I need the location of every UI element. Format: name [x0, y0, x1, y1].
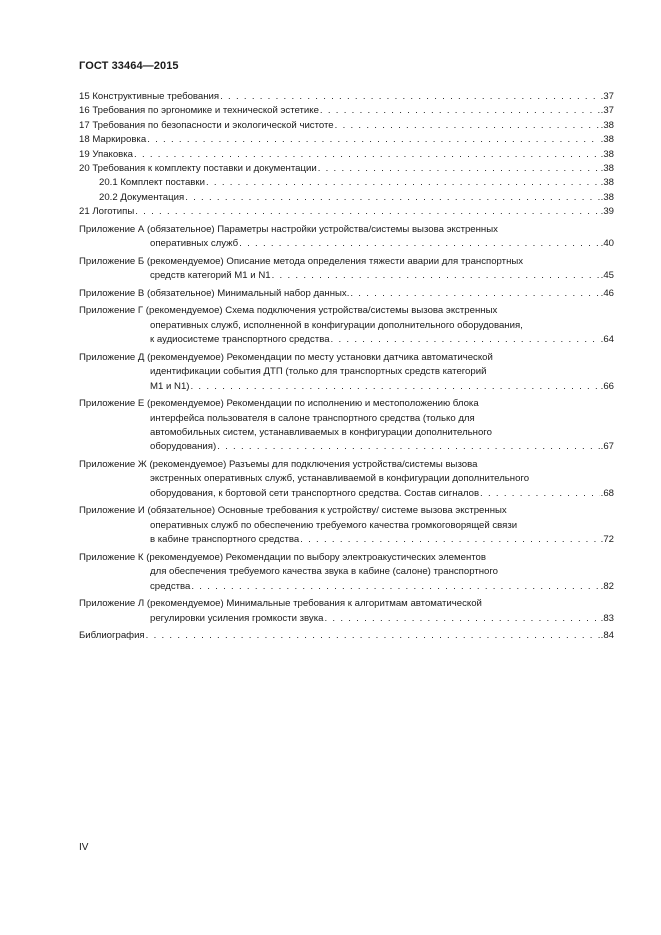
toc-entry[interactable] [79, 119, 614, 133]
dot-leader [331, 333, 600, 347]
toc-entry-text: для обеспечения требуемого качества звука в кабине (салоне) транспортного [150, 566, 498, 578]
toc-entry-text: интерфейса пользователя в салоне транспортного средства (только для [150, 412, 475, 424]
toc-entry[interactable] [79, 287, 614, 301]
toc-entry-text: Приложение Е (рекомендуемое) Рекомендации по исполнению и местоположению блока [79, 398, 479, 410]
toc-entry[interactable] [79, 176, 614, 190]
table-of-contents [79, 90, 614, 644]
toc-page-number: .38 [600, 163, 614, 175]
toc-entry[interactable] [79, 104, 614, 118]
toc-entry[interactable] [79, 629, 614, 643]
toc-entry-text: 20.1 Комплект поставки [99, 177, 205, 189]
toc-page-number: .39 [600, 206, 614, 218]
toc-entry[interactable] [79, 148, 614, 162]
dot-leader [300, 533, 599, 547]
toc-entry-text: Приложение А (обязательное) Параметры настройки устройства/системы вызова экстренных [79, 223, 498, 235]
toc-page-number: .38 [600, 134, 614, 146]
toc-entry-text: оперативных служб, исполненной в конфигурации дополнительного оборудования, [150, 319, 523, 331]
toc-entry-text: 15 Конструктивные требования [79, 91, 220, 102]
dot-leader [134, 148, 600, 162]
toc-page-number: .40 [600, 238, 614, 250]
toc-page-number: .64 [600, 334, 614, 346]
toc-entry[interactable] [79, 205, 614, 219]
toc-entry-text: идентификации события ДТП (только для транспортных средств категорий [150, 366, 487, 378]
dot-leader [239, 237, 600, 251]
toc-page-number: .46 [600, 287, 614, 299]
toc-entry-text: 18 Маркировка [79, 134, 147, 146]
toc-page-number: .83 [600, 612, 614, 624]
dot-leader [324, 612, 599, 626]
toc-entry-text: средства [150, 580, 191, 592]
toc-entry-text: M1 и N1) [150, 380, 190, 392]
toc-entry-text: 20.2 Документация [99, 191, 185, 203]
toc-page-number: .82 [600, 580, 614, 592]
dot-leader [480, 487, 600, 501]
toc-entry-text: экстренных оперативных служб, устанавливаемой в конфигурации дополнительного [150, 473, 530, 485]
dot-leader [190, 380, 599, 394]
dot-leader [272, 269, 600, 283]
toc-entry-text: в кабине транспортного средства [150, 534, 300, 546]
dot-leader [206, 176, 600, 190]
toc-entry-text: 21 Логотипы [79, 206, 135, 218]
toc-entry[interactable] [79, 223, 614, 252]
toc-page-number: .45 [600, 270, 614, 282]
toc-entry[interactable] [79, 551, 614, 594]
toc-entry[interactable] [79, 162, 614, 176]
toc-entry-text: автомобильных систем, устанавливаемых в конфигурации дополнительного [150, 427, 492, 439]
toc-entry[interactable] [79, 597, 614, 626]
toc-entry-text: Приложение И (обязательное) Основные требования к устройству/ системе вызова экстренных [79, 505, 507, 517]
toc-entry-text: 17 Требования по безопасности и экологической чистоте [79, 119, 334, 131]
toc-page-number: .38 [600, 148, 614, 160]
toc-entry-text: оперативных служб [150, 238, 239, 250]
toc-entry-text: к аудиосистеме транспортного средства [150, 334, 330, 346]
page-header: ГОСТ 33464—2015 [79, 60, 179, 72]
toc-entry-text: Приложение Д (рекомендуемое) Рекомендации по месту установки датчика автоматической [79, 351, 493, 363]
toc-entry[interactable] [79, 504, 614, 547]
toc-entry-text: 20 Требования к комплекту поставки и документации [79, 163, 317, 175]
toc-entry-text: оборудования) [150, 441, 217, 453]
toc-page-number: .37 [600, 105, 614, 117]
toc-entry-text: Библиография [79, 630, 145, 642]
dot-leader [217, 440, 599, 454]
toc-page-number: .67 [600, 441, 614, 453]
toc-entry[interactable] [79, 133, 614, 147]
toc-entry-text: оперативных служб по обеспечению требуемого качества громкоговорящей связи [150, 519, 518, 531]
toc-page-number: .66 [600, 380, 614, 392]
dot-leader [320, 104, 600, 118]
dot-leader [146, 629, 600, 643]
toc-page-number: .72 [600, 534, 614, 546]
dot-leader [185, 191, 599, 205]
dot-leader [147, 133, 599, 147]
dot-leader [318, 162, 600, 176]
toc-page-number: .38 [600, 191, 614, 203]
toc-entry[interactable] [79, 90, 614, 104]
dot-leader [220, 90, 600, 104]
toc-page-number: .84 [600, 630, 614, 642]
toc-page-number: .68 [600, 487, 614, 499]
toc-entry-text: Приложение Ж (рекомендуемое) Разъемы для подключения устройства/системы вызова [79, 459, 478, 471]
page-number: IV [79, 842, 89, 853]
toc-entry-text: регулировки усиления громкости звука [150, 612, 324, 624]
toc-entry-text: 16 Требования по эргономике и технической эстетике [79, 105, 319, 117]
toc-entry[interactable] [79, 458, 614, 501]
toc-entry-text: Приложение Л (рекомендуемое) Минимальные требования к алгоритмам автоматической [79, 598, 482, 610]
toc-entry-text: Приложение К (рекомендуемое) Рекомендации по выбору электроакустических элементов [79, 551, 486, 563]
dot-leader [350, 287, 599, 301]
toc-entry[interactable] [79, 351, 614, 394]
toc-entry-text: 19 Упаковка [79, 148, 134, 160]
toc-entry-text: Приложение Б (рекомендуемое) Описание метода определения тяжести аварии для транспортных [79, 255, 524, 267]
toc-entry-text: Приложение В (обязательное) Минимальный набор данных. [79, 287, 350, 299]
toc-page-number: .37 [600, 91, 614, 102]
dot-leader [191, 580, 599, 594]
dot-leader [335, 119, 600, 133]
toc-page-number: .38 [600, 119, 614, 131]
dot-leader [135, 205, 599, 219]
toc-entry[interactable] [79, 255, 614, 284]
toc-entry-text: средств категорий M1 и N1 [150, 270, 271, 282]
toc-entry-text: Приложение Г (рекомендуемое) Схема подключения устройства/системы вызова экстренных [79, 305, 498, 317]
toc-entry[interactable] [79, 191, 614, 205]
toc-entry-text: оборудования, к бортовой сети транспортного средства. Состав сигналов [150, 487, 480, 499]
toc-page-number: .38 [600, 177, 614, 189]
toc-entry[interactable] [79, 397, 614, 455]
toc-entry[interactable] [79, 304, 614, 347]
